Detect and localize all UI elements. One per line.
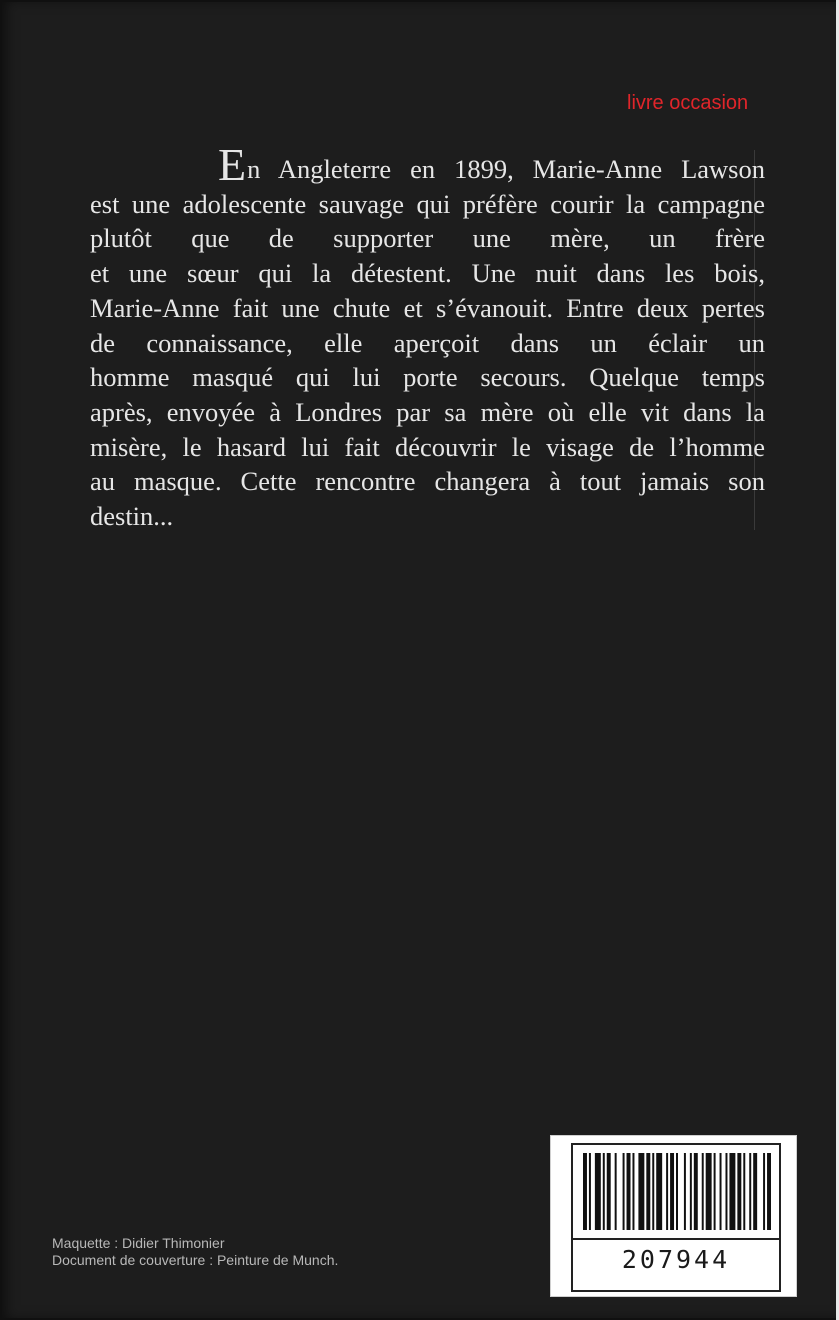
blurb-line (90, 139, 765, 190)
barcode-bar (690, 1153, 692, 1230)
barcode-bar (615, 1153, 617, 1230)
back-cover-blurb (90, 139, 765, 534)
barcode-bar (666, 1153, 668, 1230)
blurb-line: de connaissance, elle aperçoit dans un éclair un (90, 327, 765, 358)
barcode-bar (595, 1153, 601, 1230)
barcode-bar (763, 1153, 765, 1230)
blurb-line: destin... (90, 501, 174, 532)
barcode-bar (720, 1153, 722, 1230)
barcode-divider (573, 1238, 779, 1240)
barcode-bar (737, 1153, 741, 1230)
cover-document-credit: Document de couverture : Peinture de Munch. (52, 1252, 339, 1268)
barcode-bar (670, 1153, 674, 1230)
used-book-label: livre occasion (627, 92, 749, 114)
blurb-line: misère, le hasard lui fait découvrir le visage de l’homme (90, 431, 765, 462)
barcode-bar (749, 1153, 751, 1230)
drop-cap: E (218, 139, 247, 190)
barcode-bar (652, 1153, 654, 1230)
barcode-bar (767, 1153, 771, 1230)
barcode-bar (589, 1153, 591, 1230)
barcode-bar (725, 1153, 727, 1230)
blurb-line: est une adolescente sauvage qui préfère courir la campagne (90, 188, 765, 219)
blurb-line: après, envoyée à Londres par sa mère où elle vit dans la (90, 396, 765, 427)
blurb-line-text: n Angleterre en 1899, Marie-Anne Lawson (247, 154, 765, 184)
barcode-bar (603, 1153, 605, 1230)
credits (52, 1235, 338, 1269)
barcode-bar (623, 1153, 625, 1230)
barcode-bar (638, 1153, 644, 1230)
barcode-bar (632, 1153, 634, 1230)
blurb-line: et une sœur qui la détestent. Une nuit dans les bois, (90, 258, 765, 289)
barcode-bar (627, 1153, 631, 1230)
barcode-bar (583, 1153, 587, 1230)
barcode-number: 207944 (621, 1245, 731, 1274)
barcode-bar (607, 1153, 611, 1230)
barcode-bars (583, 1153, 771, 1230)
barcode-bar (694, 1153, 698, 1230)
barcode-bar (656, 1153, 662, 1230)
barcode-sticker (550, 1135, 797, 1297)
barcode-bar (743, 1153, 745, 1230)
barcode-bar (714, 1153, 716, 1230)
barcode-frame (571, 1143, 781, 1292)
barcode-bar (706, 1153, 712, 1230)
barcode-bar (684, 1153, 686, 1230)
layout-credit: Maquette : Didier Thimonier (52, 1235, 225, 1251)
barcode-bar (729, 1153, 735, 1230)
barcode-bar (702, 1153, 704, 1230)
barcode-bar (646, 1153, 650, 1230)
barcode-bar (753, 1153, 757, 1230)
barcode-bar (676, 1153, 678, 1230)
blurb-line: Marie-Anne fait une chute et s’évanouit. Entre deux pertes (90, 292, 765, 323)
blurb-line: au masque. Cette rencontre changera à tout jamais son (90, 466, 765, 497)
blurb-line: plutôt que de supporter une mère, un frère (90, 223, 765, 254)
blurb-line: homme masqué qui lui porte secours. Quelque temps (90, 362, 765, 393)
